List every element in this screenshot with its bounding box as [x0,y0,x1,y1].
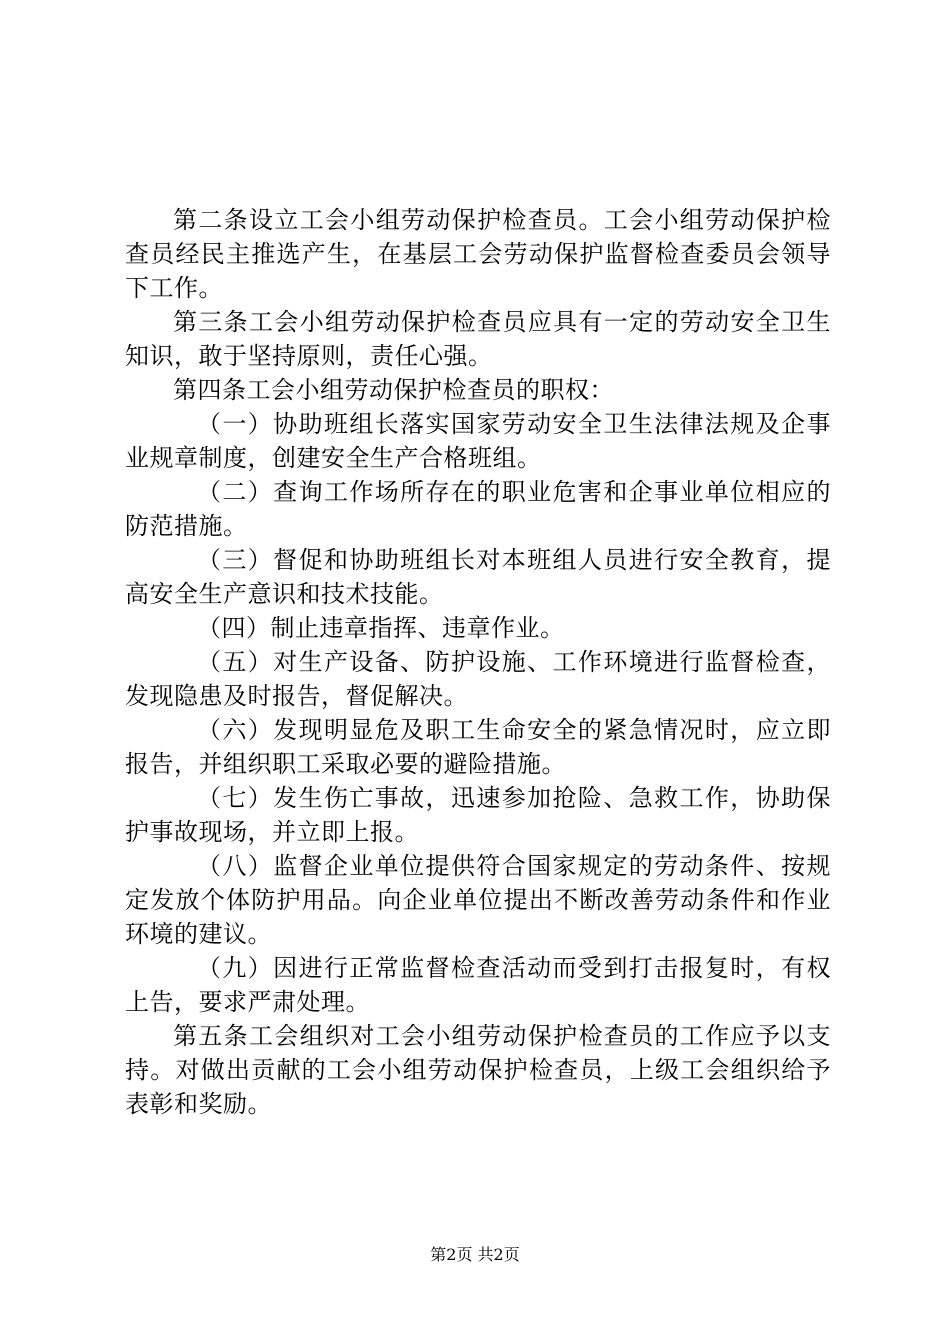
article-4-item-5: （五）对生产设备、防护设施、工作环境进行监督检查，发现隐患及时报告，督促解决。 [125,648,831,710]
article-4-item-4: （四）制止违章指挥、违章作业。 [197,614,565,642]
document-body [125,203,831,1121]
article-4-item-8: （八）监督企业单位提供符合国家规定的劳动条件、按规定发放个体防护用品。向企业单位提出不断改善劳动条件和作业环境的建议。 [125,852,831,948]
article-4-item-9: （九）因进行正常监督检查活动而受到打击报复时，有权上告，要求严肃处理。 [125,954,831,1016]
article-4: 第四条工会小组劳动保护检查员的职权： [173,376,614,404]
article-2: 第二条设立工会小组劳动保护检查员。工会小组劳动保护检查员经民主推选产生，在基层工会劳动保护监督检查委员会领导下工作。 [125,206,831,302]
article-5: 第五条工会组织对工会小组劳动保护检查员的工作应予以支持。对做出贡献的工会小组劳动保护检查员，上级工会组织给予表彰和奖励。 [125,1022,831,1118]
article-3: 第三条工会小组劳动保护检查员应具有一定的劳动安全卫生知识，敢于坚持原则，责任心强。 [125,308,831,370]
page-number: 第2页 共2页 [430,1245,520,1264]
page-footer [0,1243,950,1267]
article-4-item-6: （六）发现明显危及职工生命安全的紧急情况时，应立即报告，并组织职工采取必要的避险措施。 [125,716,831,778]
article-4-item-7: （七）发生伤亡事故，迅速参加抢险、急救工作，协助保护事故现场，并立即上报。 [125,784,831,846]
article-4-item-3: （三）督促和协助班组长对本班组人员进行安全教育，提高安全生产意识和技术技能。 [125,546,831,608]
article-4-item-1: （一）协助班组长落实国家劳动安全卫生法律法规及企事业规章制度，创建安全生产合格班组。 [125,410,831,472]
article-4-item-2: （二）查询工作场所存在的职业危害和企事业单位相应的防范措施。 [125,478,831,540]
